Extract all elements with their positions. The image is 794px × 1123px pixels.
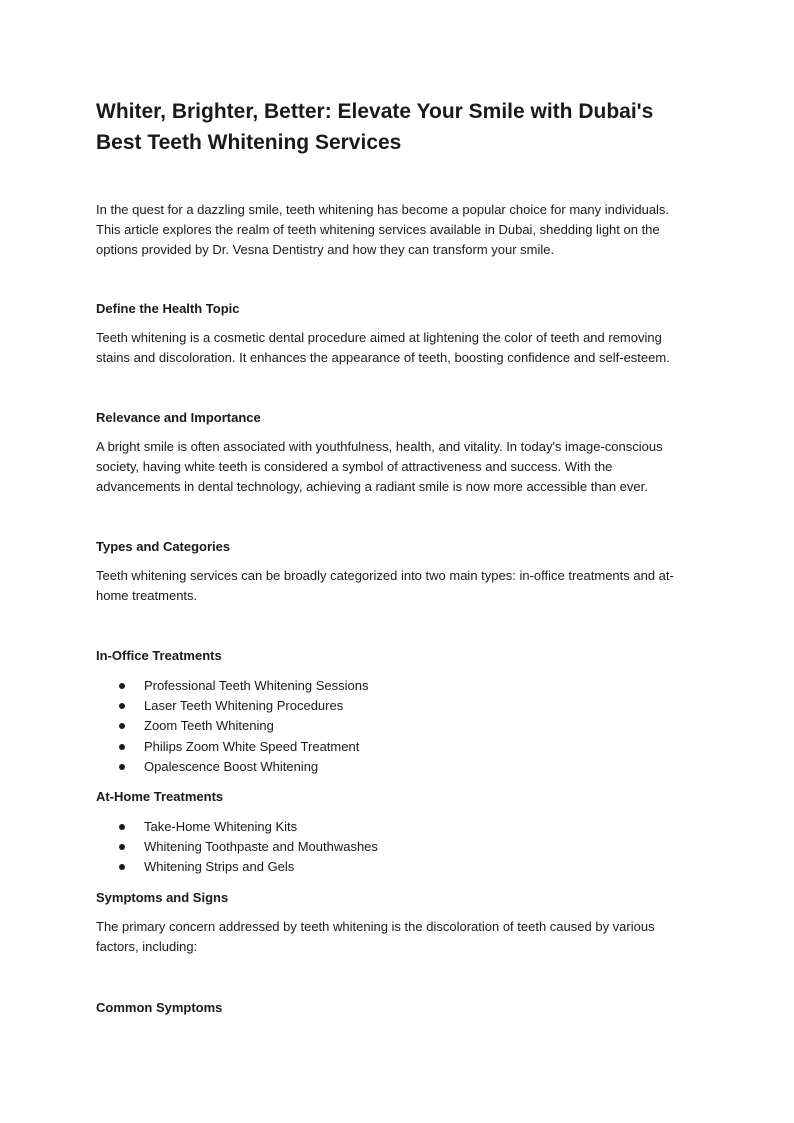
in-office-list [96, 676, 696, 777]
list-item [96, 817, 696, 837]
list-item [96, 737, 696, 757]
list-item [96, 696, 696, 716]
relevance-paragraph: A bright smile is often associated with youthfulness, health, and vitality. In today's image-conscious society, having white teeth is considered a symbol of attractiveness and success. With the advancements in dental technology, achieving a radiant smile is now more accessible than ever. [96, 439, 663, 494]
types-heading: Types and Categories [96, 539, 231, 554]
list-item [96, 857, 696, 877]
list-item-label: Professional Teeth Whitening Sessions [144, 678, 369, 693]
list-item-label: Philips Zoom White Speed Treatment [144, 738, 360, 754]
bullet-icon [119, 844, 125, 850]
list-item-label: Opalescence Boost Whitening [144, 758, 319, 774]
bullet-icon [119, 744, 125, 750]
list-item-label: Zoom Teeth Whitening [144, 718, 274, 734]
list-item [96, 837, 696, 857]
in-office-heading: In-Office Treatments [96, 648, 222, 663]
bullet-icon [119, 683, 125, 689]
symptoms-heading: Symptoms and Signs [96, 890, 229, 905]
page-title: Whiter, Brighter, Better: Elevate Your Smile with Dubai's Best Teeth Whitening Services [96, 100, 654, 154]
define-heading: Define the Health Topic [96, 301, 240, 316]
list-item-label: Whitening Toothpaste and Mouthwashes [144, 839, 378, 855]
list-item-label: Take-Home Whitening Kits [144, 819, 298, 834]
bullet-icon [119, 764, 125, 770]
list-item-label: Laser Teeth Whitening Procedures [144, 698, 344, 714]
symptoms-paragraph: The primary concern addressed by teeth whitening is the discoloration of teeth caused by various factors, including: [96, 919, 655, 954]
list-item [96, 757, 696, 777]
types-paragraph: Teeth whitening services can be broadly categorized into two main types: in-office treatments and at-home treatments. [96, 568, 674, 603]
common-symptoms-heading: Common Symptoms [96, 1000, 223, 1015]
list-item-label: Whitening Strips and Gels [144, 859, 295, 875]
list-item [96, 716, 696, 736]
at-home-heading: At-Home Treatments [96, 789, 224, 804]
list-item [96, 676, 696, 696]
relevance-heading: Relevance and Importance [96, 410, 261, 425]
define-paragraph: Teeth whitening is a cosmetic dental procedure aimed at lightening the color of teeth and removing stains and discoloration. It enhances the appearance of teeth, boosting confidence and self-esteem. [96, 330, 670, 365]
bullet-icon [119, 723, 125, 729]
at-home-list [96, 817, 696, 878]
bullet-icon [119, 824, 125, 830]
bullet-icon [119, 703, 125, 709]
intro-paragraph: In the quest for a dazzling smile, teeth whitening has become a popular choice for many individuals. This article explores the realm of teeth whitening services available in Dubai, shedding light on the options provided by Dr. Vesna Dentistry and how they can transform your smile. [96, 202, 670, 257]
bullet-icon [119, 864, 125, 870]
